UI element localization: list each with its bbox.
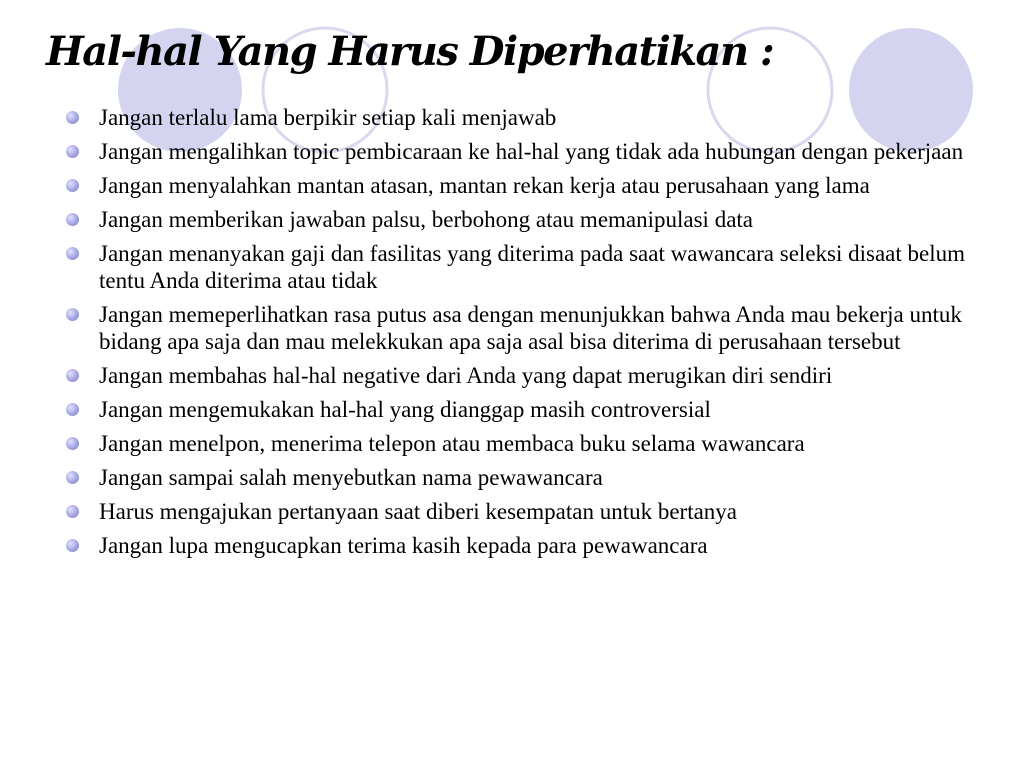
bullet-circle-icon	[66, 247, 79, 260]
bullet-text: Jangan memeperlihatkan rasa putus asa dengan menunjukkan bahwa Anda mau bekerja untuk bidang apa saja dan mau melekkukan apa saja asal bisa diterima di perusahaan tersebut	[99, 302, 962, 354]
bullet-text: Jangan membahas hal-hal negative dari Anda yang dapat merugikan diri sendiri	[99, 363, 833, 388]
bullet-item	[66, 206, 971, 233]
bullet-item	[66, 430, 971, 457]
slide-title: Hal-hal Yang Harus Diperhatikan :	[46, 28, 774, 75]
bullet-text: Jangan terlalu lama berpikir setiap kali menjawab	[99, 105, 557, 130]
bullet-item	[66, 104, 971, 131]
bullet-item	[66, 301, 971, 355]
bullet-text: Jangan sampai salah menyebutkan nama pewawancara	[99, 465, 603, 490]
bullet-item	[66, 464, 971, 491]
bullet-item	[66, 498, 971, 525]
bullet-circle-icon	[66, 539, 79, 552]
bullet-text: Jangan memberikan jawaban palsu, berbohong atau memanipulasi data	[99, 207, 754, 232]
bullet-item	[66, 532, 971, 559]
bullet-item	[66, 362, 971, 389]
bullet-circle-icon	[66, 145, 79, 158]
bullet-item	[66, 240, 971, 294]
bullet-item	[66, 172, 971, 199]
bullet-circle-icon	[66, 308, 79, 321]
bullet-text: Jangan menyalahkan mantan atasan, mantan rekan kerja atau perusahaan yang lama	[99, 173, 870, 198]
bullet-circle-icon	[66, 471, 79, 484]
bullet-text: Harus mengajukan pertanyaan saat diberi kesempatan untuk bertanya	[99, 499, 738, 524]
bullet-text: Jangan lupa mengucapkan terima kasih kepada para pewawancara	[99, 533, 708, 558]
bullet-circle-icon	[66, 437, 79, 450]
bullet-text: Jangan mengemukakan hal-hal yang dianggap masih controversial	[99, 397, 711, 422]
bullet-text: Jangan menanyakan gaji dan fasilitas yang diterima pada saat wawancara seleksi disaat belum tentu Anda diterima atau tidak	[99, 241, 966, 293]
bullet-list	[66, 104, 971, 566]
bullet-text: Jangan menelpon, menerima telepon atau membaca buku selama wawancara	[99, 431, 805, 456]
bullet-item	[66, 396, 971, 423]
bullet-circle-icon	[66, 403, 79, 416]
bullet-circle-icon	[66, 111, 79, 124]
bullet-circle-icon	[66, 505, 79, 518]
bullet-text: Jangan mengalihkan topic pembicaraan ke hal-hal yang tidak ada hubungan dengan pekerjaan	[99, 139, 964, 164]
bullet-circle-icon	[66, 369, 79, 382]
bullet-circle-icon	[66, 213, 79, 226]
bullet-circle-icon	[66, 179, 79, 192]
bullet-item	[66, 138, 971, 165]
